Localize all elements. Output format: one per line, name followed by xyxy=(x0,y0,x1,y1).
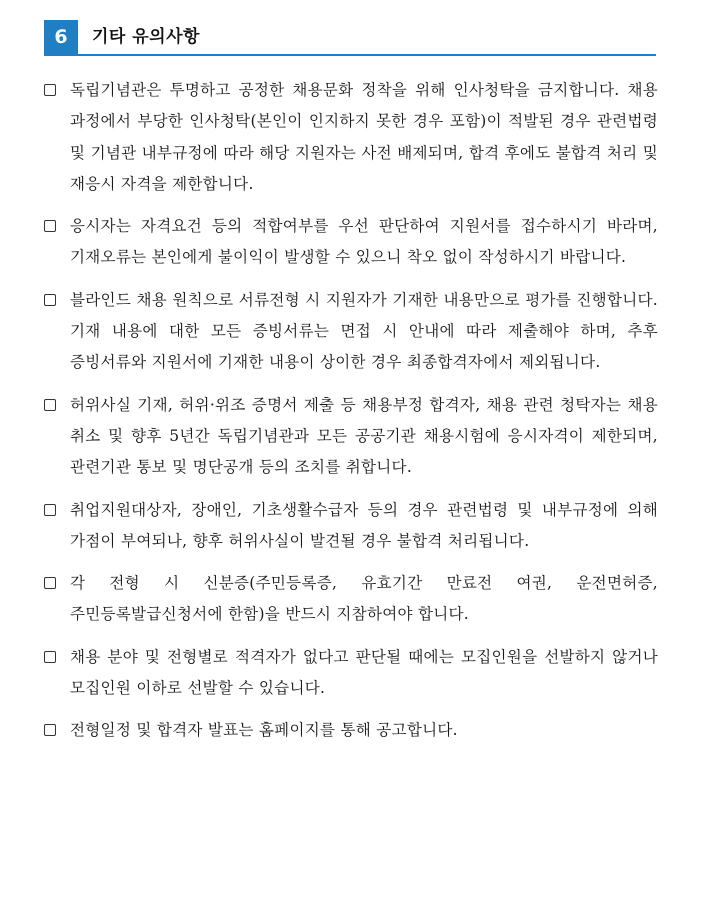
checkbox-icon xyxy=(44,504,56,516)
section-title: 기타 유의사항 xyxy=(92,27,200,47)
notice-text: 전형일정 및 합격자 발표는 홈페이지를 통해 공고합니다. xyxy=(70,721,458,740)
notice-text: 블라인드 채용 원칙으로 서류전형 시 지원자가 기재한 내용만으로 평가를 진행합니다. 기재 내용에 대한 모든 증빙서류는 면접 시 안내에 따라 제출해야 하며, 추후 증빙서류와 지원서에 기재한 내용이 상이한 경우 최종합격자에서 제외됩니다. xyxy=(70,290,658,372)
notice-item xyxy=(44,211,658,274)
notice-item xyxy=(44,568,658,631)
checkbox-icon xyxy=(44,84,56,96)
notice-item xyxy=(44,390,658,484)
notice-text: 독립기념관은 투명하고 공정한 채용문화 정착을 위해 인사청탁을 금지합니다. 채용 과정에서 부당한 인사청탁(본인이 인지하지 못한 경우 포함)이 적발된 경우 관련법령 및 기념관 내부규정에 따라 해당 지원자는 사전 배제되며, 합격 후에도 불합격 처리 및 재응시 자격을 제한합니다. xyxy=(70,81,658,193)
notice-list xyxy=(44,75,658,747)
notice-item xyxy=(44,642,658,705)
notice-text: 응시자는 자격요건 등의 적합여부를 우선 판단하여 지원서를 접수하시기 바라며, 기재오류는 본인에게 불이익이 발생할 수 있으니 착오 없이 작성하시기 바랍니다. xyxy=(70,217,658,267)
notice-text: 채용 분야 및 전형별로 적격자가 없다고 판단될 때에는 모집인원을 선발하지 않거나 모집인원 이하로 선발할 수 있습니다. xyxy=(70,647,658,698)
section-number: 6 xyxy=(44,20,78,54)
checkbox-icon xyxy=(44,294,56,306)
notice-text: 각 전형 시 신분증(주민등록증, 유효기간 만료전 여권, 운전면허증, 주민등록발급신청서에 한함)을 반드시 지참하여야 합니다. xyxy=(70,574,658,624)
notice-text: 취업지원대상자, 장애인, 기초생활수급자 등의 경우 관련법령 및 내부규정에 의해 가점이 부여되나, 향후 허위사실이 발견될 경우 불합격 처리됩니다. xyxy=(70,500,658,550)
checkbox-icon xyxy=(44,651,56,663)
section-header xyxy=(44,20,656,56)
notice-item xyxy=(44,715,658,746)
notice-item xyxy=(44,285,658,379)
notice-text: 허위사실 기재, 허위·위조 증명서 제출 등 채용부정 합격자, 채용 관련 청탁자는 채용 취소 및 향후 5년간 독립기념관과 모든 공공기관 채용시험에 응시자격이 제한되며, 관련기관 통보 및 명단공개 등의 조치를 취합니다. xyxy=(70,395,658,477)
notice-item xyxy=(44,495,658,558)
checkbox-icon xyxy=(44,399,56,411)
checkbox-icon xyxy=(44,220,56,232)
checkbox-icon xyxy=(44,577,56,589)
notice-item xyxy=(44,75,658,200)
checkbox-icon xyxy=(44,724,56,736)
